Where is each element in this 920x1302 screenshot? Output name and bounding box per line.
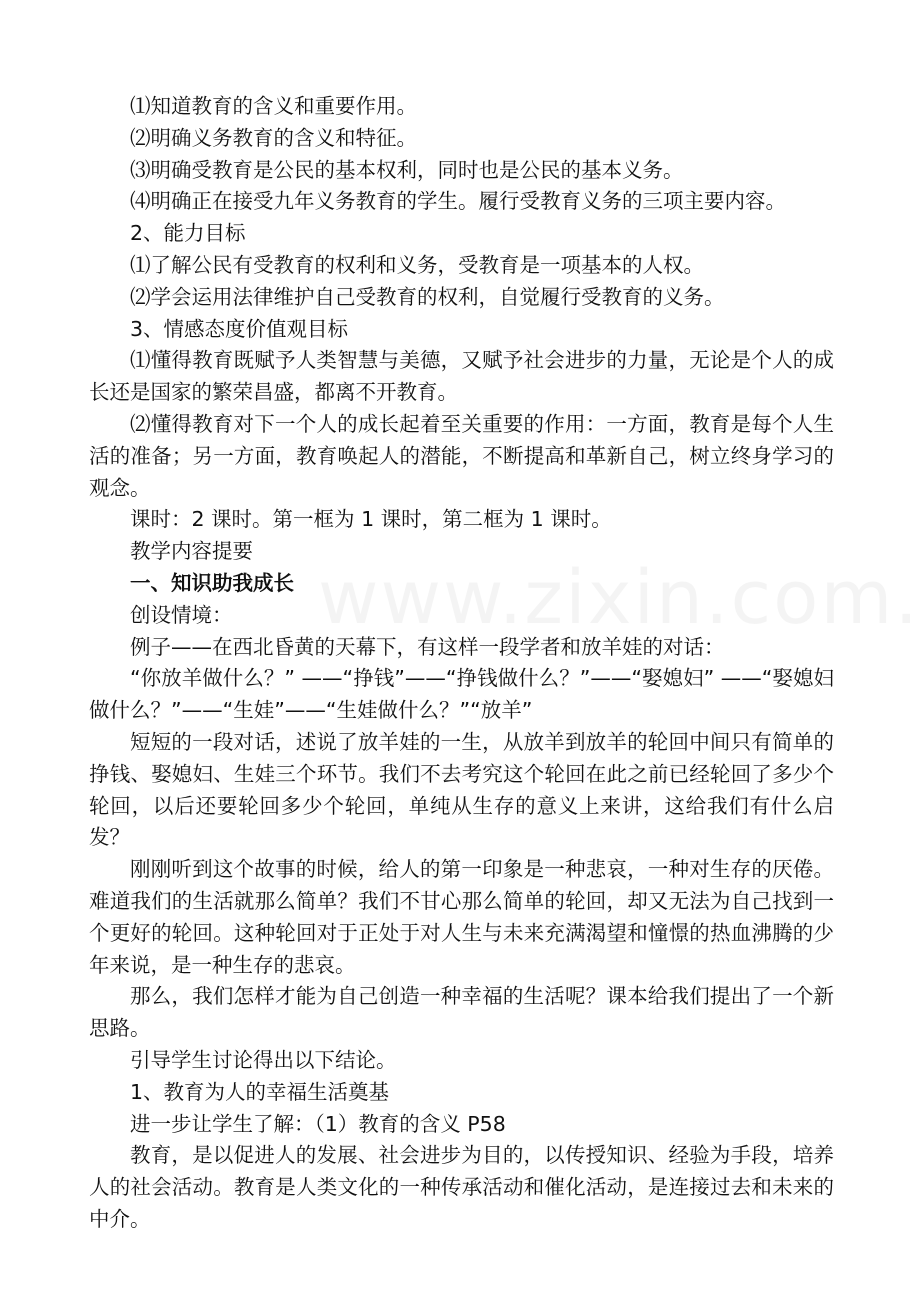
paragraph-reflection-2: 刚刚听到这个故事的时候，给人的第一印象是一种悲哀，一种对生存的厌倦。难道我们的生活就那么简单？我们不甘心那么简单的轮回，却又无法为自己找到一个更好的轮回。这种轮回对于正处于对人生与未来充满渴望和憧憬的热血沸腾的少年来说，是一种生存的悲哀。 (89, 857, 834, 977)
section-heading-attitude: 3、情感态度价值观目标 (130, 316, 349, 341)
further-understanding: 进一步让学生了解：（1）教育的含义 P58 (130, 1111, 506, 1136)
dialogue: “你放羊做什么？” ——“挣钱”——“挣钱做什么？”——“娶媳妇” ——“娶媳妇做什么？”——“生娃”——“生娃做什么？”“放羊” (89, 666, 834, 723)
document-page (89, 91, 834, 1236)
objective-3: ⑶明确受教育是公民的基本权利，同时也是公民的基本义务。 (130, 157, 684, 182)
discussion-guide: 引导学生讨论得出以下结论。 (130, 1047, 397, 1072)
content-summary-heading: 教学内容提要 (130, 539, 253, 564)
education-definition: 教育，是以促进人的发展、社会进步为目的，以传授知识、经验为手段，培养人的社会活动。教育是人类文化的一种传承活动和催化活动，是连接过去和未来的中介。 (89, 1143, 834, 1231)
ability-2: ⑵学会运用法律维护自己受教育的权利，自觉履行受教育的义务。 (130, 284, 725, 309)
paragraph-reflection-1: 短短的一段对话，述说了放羊娃的一生，从放羊到放羊的轮回中间只有简单的挣钱、娶媳妇、生娃三个环节。我们不去考究这个轮回在此之前已经轮回了多少个轮回，以后还要轮回多少个轮回，单纯从生存的意义上来讲，这给我们有什么启发？ (89, 729, 834, 850)
attitude-1: ⑴懂得教育既赋予人类智慧与美德，又赋予社会进步的力量，无论是个人的成长还是国家的繁荣昌盛，都离不开教育。 (89, 348, 834, 405)
section-title-knowledge: 一、知识助我成长 (130, 570, 294, 595)
example-intro: 例子——在西北昏黄的天幕下，有这样一段学者和放羊娃的对话： (130, 634, 725, 659)
section-heading-ability: 2、能力目标 (130, 221, 246, 246)
objective-1: ⑴知道教育的含义和重要作用。 (130, 94, 417, 118)
paragraph-question: 那么，我们怎样才能为自己创造一种幸福的生活呢？课本给我们提出了一个新思路。 (89, 984, 834, 1041)
objective-2: ⑵明确义务教育的含义和特征。 (130, 125, 417, 150)
attitude-2: ⑵懂得教育对下一个人的成长起着至关重要的作用：一方面，教育是每个人生活的准备；另一方面，教育唤起人的潜能，不断提高和革新自己，树立终身学习的观念。 (89, 411, 834, 500)
scenario-label: 创设情境： (130, 602, 233, 627)
ability-1: ⑴了解公民有受教育的权利和义务，受教育是一项基本的人权。 (130, 252, 704, 277)
objective-4: ⑷明确正在接受九年义务教育的学生。履行受教育义务的三项主要内容。 (130, 189, 786, 214)
class-hours: 课时：2 课时。第一框为 1 课时，第二框为 1 课时。 (130, 507, 612, 532)
conclusion-heading: 1、教育为人的幸福生活奠基 (130, 1079, 390, 1104)
